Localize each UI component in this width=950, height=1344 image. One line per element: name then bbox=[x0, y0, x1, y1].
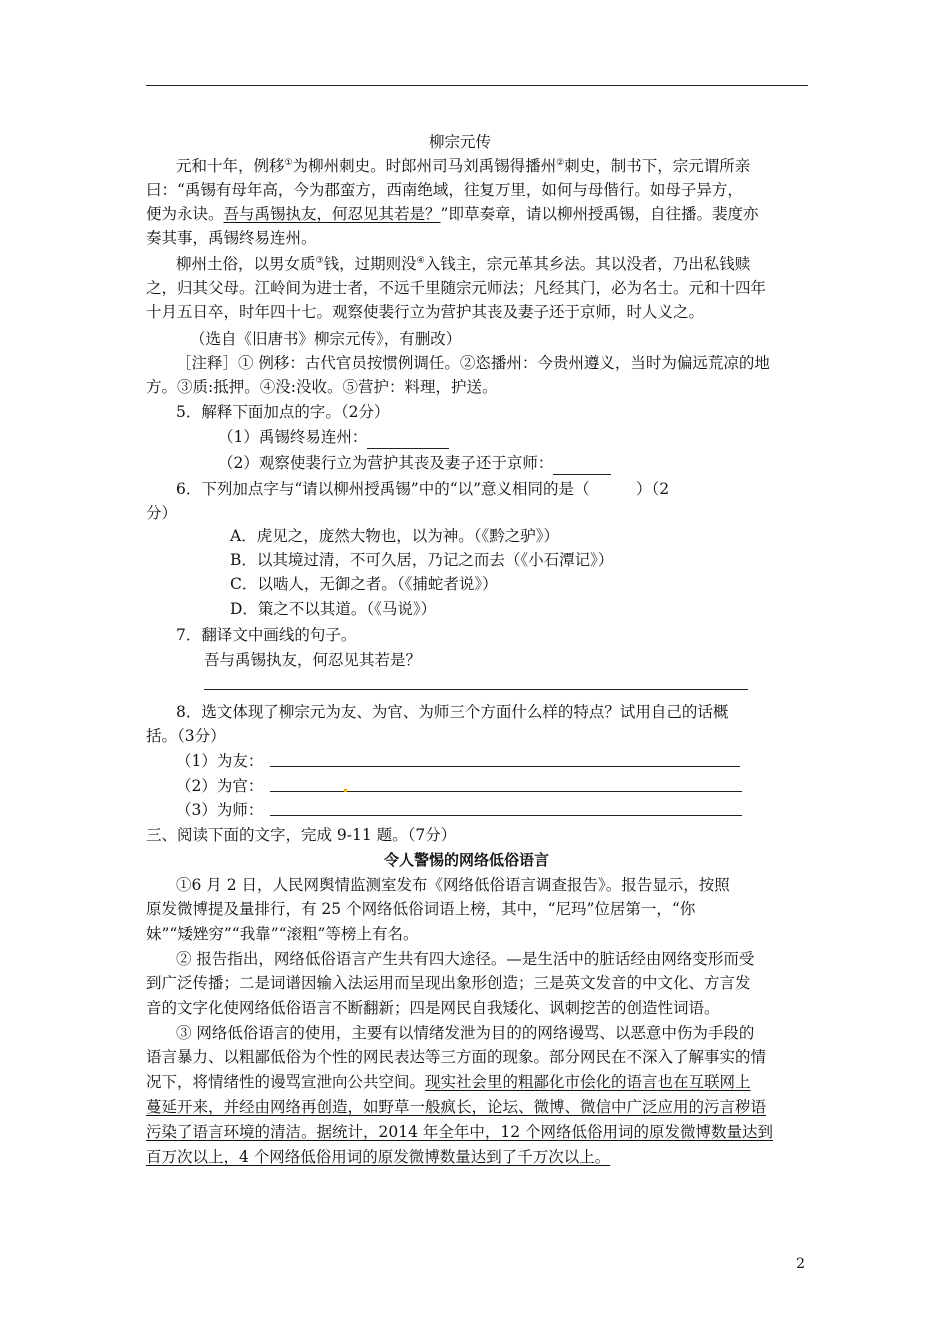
option-b: B．以其境过清，不可久居，乃记之而去（《小石潭记》） bbox=[230, 551, 614, 569]
option-c: C．以啮人，无御之者。（《捕蛇者说》） bbox=[230, 575, 498, 593]
article-line: 语言暴力、以粗鄙低俗为个性的网民表达等三方面的现象。部分网民在不深入了解事实的情 bbox=[146, 1048, 767, 1066]
underlined-passage: 蔓延开来，并经由网络再创造，如野草一般疯长，论坛、微博、微信中广泛应用的污言秽语 bbox=[146, 1098, 767, 1116]
underlined-sentence: 吾与禹锡执友，何忍见其若是？ bbox=[223, 205, 441, 223]
passage-title: 柳宗元传 bbox=[429, 133, 492, 151]
article-line: ② 报告指出，网络低俗语言产生共有四大途径。—是生活中的脏话经由网络变形而受 bbox=[176, 950, 755, 968]
passage-line: 曰：“禹锡有母年高，今为郡蛮方，西南绝域，往复万里，如何与母偕行。如母子异方， bbox=[146, 181, 743, 199]
question-5-stem: 5．解释下面加点的字。（2分） bbox=[176, 403, 390, 421]
underlined-passage: 现实社会里的粗鄙化市侩化的语言也在互联网上 bbox=[425, 1073, 751, 1091]
question-6-stem: 6．下列加点字与“请以柳州授禹锡”中的“以”意义相同的是（ ）（2 bbox=[176, 480, 670, 498]
question-8-a: （1）为友： bbox=[176, 752, 264, 770]
answer-blank[interactable] bbox=[553, 458, 611, 475]
underlined-passage: 污染了语言环境的清洁。据统计，2014 年全年中，12 个网络低俗用词的原发微博数量达到 bbox=[146, 1123, 774, 1141]
passage-line: 元和十年，例移①为柳州刺史。时郎州司马刘禹锡得播州②刺史，制书下，宗元谓所亲 bbox=[176, 157, 751, 175]
question-7-sentence: 吾与禹锡执友，何忍见其若是？ bbox=[204, 651, 422, 669]
question-8-c: （3）为师： bbox=[176, 801, 264, 819]
question-5-a: （1）禹锡终易连州： bbox=[218, 425, 449, 449]
question-8-stem: 8．选文体现了柳宗元为友、为官、为师三个方面什么样的特点？试用自己的话概 bbox=[176, 703, 729, 721]
question-8-b: （2）为官： bbox=[176, 777, 264, 795]
answer-line[interactable] bbox=[204, 689, 748, 690]
notes-line: ［注释］① 例移：古代官员按惯例调任。②恣播州：今贵州遵义，当时为偏远荒凉的地 bbox=[176, 354, 770, 372]
article-line: 妹”“矮矬穷”“我靠”“滚粗”等榜上有名。 bbox=[146, 925, 419, 943]
article-line: ①6 月 2 日，人民网舆情监测室发布《网络低俗语言调查报告》。报告显示，按照 bbox=[176, 876, 730, 894]
article-line: ③ 网络低俗语言的使用，主要有以情绪发泄为目的的网络谩骂、以恶意中伤为手段的 bbox=[176, 1024, 755, 1042]
passage-line: 十月五日卒，时年四十七。观察使裴行立为营护其丧及妻子还于京师，时人义之。 bbox=[146, 303, 705, 321]
question-5-b: （2）观察使裴行立为营护其丧及妻子还于京师： bbox=[218, 451, 611, 475]
passage-line: 之，归其父母。江岭间为进士者，不远千里随宗元师法；凡经其门，必为名士。元和十四年 bbox=[146, 279, 767, 297]
section-heading: 三、阅读下面的文字，完成 9-11 题。（7分） bbox=[146, 826, 457, 844]
article-line: 到广泛传播；二是词谱因输入法运用而呈现出象形创造；三是英文发音的中文化、方言发 bbox=[146, 974, 751, 992]
passage-line: 便为永诀。吾与禹锡执友，何忍见其若是？”即草奏章，请以柳州授禹锡，自往播。裴度亦 bbox=[146, 205, 759, 223]
article-title: 令人警惕的网络低俗语言 bbox=[384, 851, 550, 869]
article-line: 况下，将情绪性的谩骂宣泄向公共空间。现实社会里的粗鄙化市侩化的语言也在互联网上 bbox=[146, 1073, 751, 1091]
stray-mark bbox=[344, 789, 347, 792]
passage-line: 奏其事，禹锡终易连州。 bbox=[146, 229, 317, 247]
underlined-passage: 百万次以上，4 个网络低俗用词的原发微博数量达到了千万次以上。 bbox=[146, 1148, 611, 1166]
answer-line[interactable] bbox=[270, 791, 742, 792]
source-citation: （选自《旧唐书》柳宗元传》，有删改） bbox=[190, 330, 462, 348]
article-line: 原发微博提及量排行，有 25 个网络低俗词语上榜，其中，“尼玛”位居第一，“你 bbox=[146, 900, 696, 918]
option-a: A．虎见之，庞然大物也，以为神。（《黔之驴》） bbox=[230, 527, 559, 545]
header-rule bbox=[146, 85, 808, 86]
article-line: 音的文字化使网络低俗语言不断翻新；四是网民自我矮化、讽刺挖苦的创造性词语。 bbox=[146, 999, 720, 1017]
notes-line: 方。③质:抵押。④没:没收。⑤营护：料理，护送。 bbox=[146, 378, 498, 396]
question-8-stem-cont: 括。（3分） bbox=[146, 727, 226, 745]
answer-blank[interactable] bbox=[367, 432, 449, 449]
question-7-stem: 7．翻译文中画线的句子。 bbox=[176, 626, 357, 644]
answer-line[interactable] bbox=[270, 815, 742, 816]
option-d: D．策之不以其道。（《马说》） bbox=[230, 600, 437, 618]
page-number: 2 bbox=[796, 1256, 805, 1272]
question-6-stem-cont: 分） bbox=[146, 504, 178, 522]
answer-line[interactable] bbox=[270, 766, 740, 767]
passage-line: 柳州土俗，以男女质③钱，过期则没④入钱主，宗元革其乡法。其以没者，乃出私钱赎 bbox=[176, 255, 751, 273]
